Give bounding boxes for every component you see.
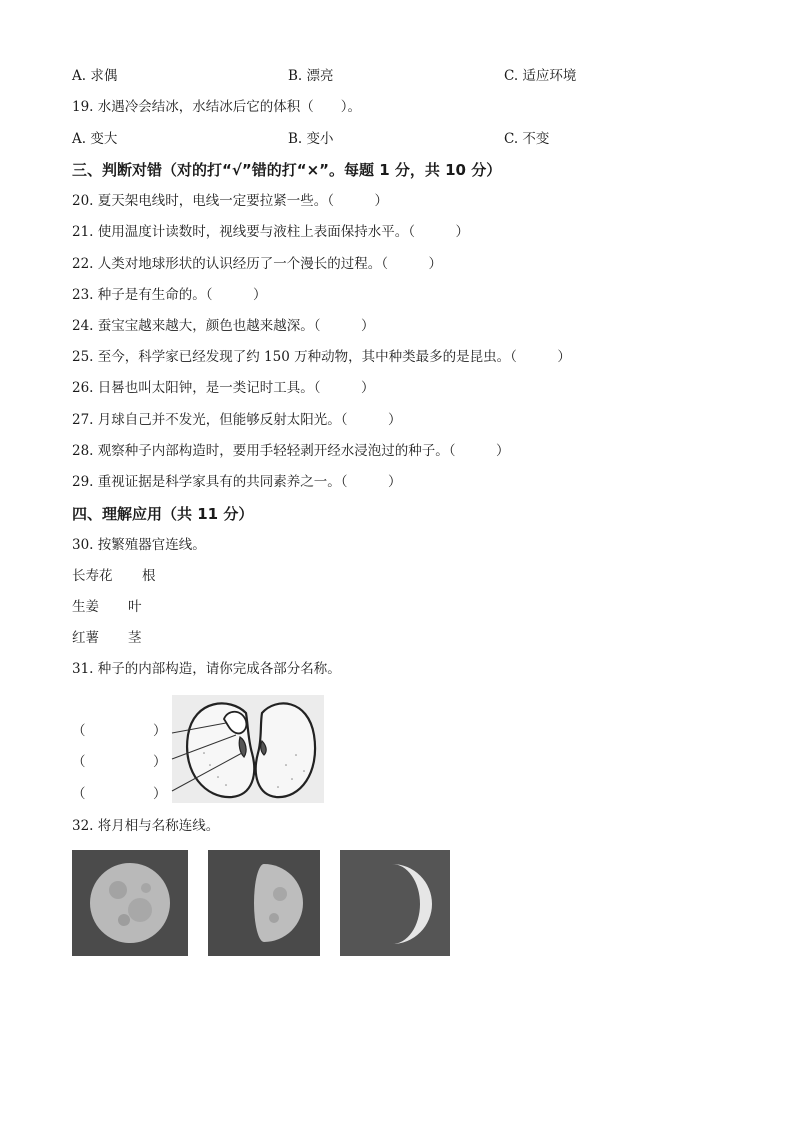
seed-structure-diagram (166, 695, 326, 803)
section4-title: 四、理解应用（共 11 分） (72, 505, 254, 523)
q18-option-c: C. 适应环境 (504, 68, 577, 84)
q30-left-1: 长寿花 (72, 568, 113, 584)
q31-blank-3: （ ） (72, 786, 167, 802)
q31-text: 31. 种子的内部构造，请你完成各部分名称。 (72, 661, 341, 677)
judge-item-24: 24. 蚕宝宝越来越大，颜色也越来越深。（ ） (72, 318, 375, 334)
q18-option-b: B. 漂亮 (288, 68, 334, 84)
q19-text: 19. 水遇冷会结冰，水结冰后它的体积（ ）。 (72, 99, 362, 115)
judge-item-27: 27. 月球自己并不发光，但能够反射太阳光。（ ） (72, 412, 402, 428)
q30-left-3: 红薯 (72, 630, 99, 646)
q30-right-1: 根 (142, 568, 156, 584)
q18-option-a: A. 求偶 (72, 68, 118, 84)
q30-right-2: 叶 (128, 599, 142, 615)
first-quarter-moon-image (208, 850, 320, 956)
judge-item-29: 29. 重视证据是科学家具有的共同素养之一。（ ） (72, 474, 402, 490)
q30-right-3: 茎 (128, 630, 142, 646)
judge-item-28: 28. 观察种子内部构造时，要用手轻轻剥开经水浸泡过的种子。（ ） (72, 443, 510, 459)
q31-blank-1: （ ） (72, 723, 167, 739)
crescent-moon-image (340, 850, 450, 956)
judge-item-23: 23. 种子是有生命的。（ ） (72, 287, 267, 303)
full-moon-image (72, 850, 188, 956)
judge-item-21: 21. 使用温度计读数时，视线要与液柱上表面保持水平。（ ） (72, 224, 470, 240)
q30-left-2: 生姜 (72, 599, 99, 615)
q31-blank-2: （ ） (72, 754, 167, 770)
judge-item-22: 22. 人类对地球形状的认识经历了一个漫长的过程。（ ） (72, 256, 443, 272)
q32-text: 32. 将月相与名称连线。 (72, 818, 220, 834)
section3-title: 三、判断对错（对的打“√”错的打“×”。每题 1 分，共 10 分） (72, 161, 502, 179)
judge-item-20: 20. 夏天架电线时，电线一定要拉紧一些。（ ） (72, 193, 389, 209)
q19-option-a: A. 变大 (72, 131, 118, 147)
q30-text: 30. 按繁殖器官连线。 (72, 537, 206, 553)
q19-option-c: C. 不变 (504, 131, 550, 147)
judge-item-26: 26. 日晷也叫太阳钟，是一类记时工具。（ ） (72, 380, 375, 396)
q19-option-b: B. 变小 (288, 131, 334, 147)
judge-item-25: 25. 至今，科学家已经发现了约 150 万种动物，其中种类最多的是昆虫。（ ） (72, 349, 571, 365)
